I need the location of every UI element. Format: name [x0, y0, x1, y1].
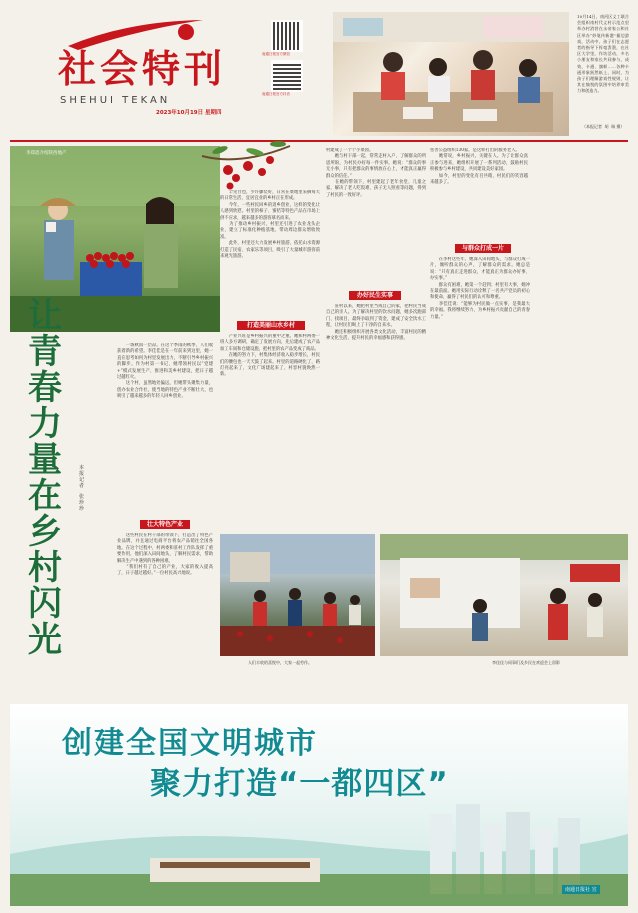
masthead-divider [10, 140, 628, 142]
feature-col3-text-b: 驻村以来，她把村里当成自己的家，把村民当成自己的亲人。为了解决村里的饮水问题，她多次跑部门、找项目，最终争取到了资金，建成了安全饮水工程，让村民们喝上了干净的自来水。 她还积极组织开展各类文化活动，丰富村民的精神文化生活，提升村民的幸福感和获得感。 [326, 304, 426, 342]
qr-code-2 [271, 60, 303, 92]
section-head-1: 壮大特色产业 [140, 520, 190, 529]
caption-mid: 人们丰收的喜悦中，大家一起劳作。 [248, 660, 312, 665]
qr-caption-1: 南通日报官方微信 [262, 52, 290, 56]
feature-col1-text: 一场秋雨一层凉。在这个季雨的秋季，人们收获着新的希望。李佳佳是在一年前来到这里，她一直在思考如何为村里发展出力，不断引导乡村振兴的脚步。作为村第一书记，她带领村民以“党建+”模式发展生产，推进和美乡村建设，把日子越过越红火。 这个村，虽然地处偏远，但她带头聚集力量，创办农业合作社，使当地的特色产业不断壮大，也吸引了越来越多的年轻人回乡创业。 [117, 343, 213, 400]
masthead-date: 2023年10月19日 星期四 [156, 110, 222, 116]
fruit-branch-icon [200, 136, 300, 196]
feature-col4-text-b: 在李村这些年，她深入田间地头，与群众打成一片，倾听群众的心声，了解群众的需求。她总是说：“只有真正走进群众，才能真正为群众办好事、办实事。” 群众有困难，她第一个赶到；村里有大事，她冲在最前面。她用实际行动诠释了一名共产党员的初心和使命，赢得了村民们的认可和尊重。 李佳佳说：“能够为村民做一点实事，是我最大的幸福。我将继续努力，为乡村振兴贡献自己的青春力量。” [430, 257, 530, 320]
banner-line2: 聚力打造“一都四区” [150, 766, 449, 802]
byline-label: 本报记者 [79, 465, 85, 489]
top-news-photo-scene [333, 12, 569, 136]
feature-col3-text: 村建成了一个个小菜园。 她与村干部一起，常常走村入户，了解群众的所思所盼，为村民办好每一件实事。她说：“群众的事无小事，只有把群众的事情放在心上，才能真正赢得群众的信任。” 在她的带领下，村里建起了老年食堂、儿童之家，解决了老人吃饭难、孩子无人照看等问题，得到了村民的一致好评。 [326, 148, 426, 198]
section-head-3: 办好民生实事 [349, 291, 401, 300]
banner-skyline [10, 804, 628, 906]
feature-col2-text: 罕见甘也，少许藤装好，日常在菜地里采摘每天的日常生活，宜居宜业的乡村正在形成。 今年，一些村民回乡的返乡创业，这样的变化让人感到欣慰。村里的柿子、蜜桔等特色产品在市场上供不应求，越来越多的游客慕名而来。 为了推动乡村振兴，村里还引进了农业龙头企业，建立了标准化种植基地，带动周边群众增收致富。 此外，村里还大力发展乡村旅游，依托山水资源打造了民宿、农家乐等项目，吸引了大量城市游客前来观光旅游。 [220, 190, 320, 260]
civic-banner [10, 704, 628, 906]
qr-caption-2: 南通日报官方抖音 [262, 92, 290, 96]
qr-code-1 [271, 20, 303, 52]
top-news-text: 10月14日，南河区义工联合会组织南村代义村示范点里举办村消营在永帝家公和社区举办“妙笔传新港”描边游戏，活动中，孩子们在志愿者的指导下挥毫泼墨，在社区大学里，作坊活动，多名小朋友和家长共同参与，成效，卡通、旗帜……各种卡通形象跃然纸上，同时，为孩子们理解游戏性规则，让其在愉悦的氛围中培养审美力和创造力。 [577, 14, 629, 94]
feature-photo-caption: 李郑恩介绍陕西地产 [26, 151, 67, 156]
feature-photo-mid-scene [220, 534, 375, 656]
masthead-title: 社会特刊 [58, 47, 227, 91]
feature-photo-right [380, 534, 628, 656]
top-news-photo [333, 12, 569, 136]
banner-line1: 创建全国文明城市 [62, 726, 318, 761]
byline-name: 张珍珍 [79, 494, 85, 512]
feature-col4-text: 慈善公益组织130家，是这样打出的服务老人。 她常说，乡村振兴，关键在人。为了让群众真正参与进来，她组织开展了一系列活动，鼓励村民积极参与乡村建设，共同建设美好家园。 如今，村里的变化有目共睹，村民们的笑容越来越多了。 [430, 148, 528, 186]
masthead-pinyin: SHEHUI TEKAN [60, 95, 171, 106]
section-head-4: 与群众打成一片 [455, 244, 511, 253]
section-head-2: 打造美丽山水乡村 [237, 321, 305, 330]
feature-headline: 让青春力量在乡村闪光 [28, 296, 62, 660]
feature-col1-text-b: 这些村民在村干部的带领下，打造出了特色产业品牌，并且通过电商平台将农产品销往全国各地。在这个过程中，村两委和驻村工作队发挥了重要作用，他们深入田间地头，了解村民需求，帮助解决生产中遇到的各种困难。 “我们村有了自己的产业，大家的收入提高了，日子越过越好。”一位村民高兴地说。 [117, 533, 213, 577]
feature-col2-text-b: 产业兴旺是乡村振兴的重中之重。她和村两委一班人多方调研，确定了发展方向，先后建成了农产品加工车间和仓储设施，把村里的农产品变成了商品。 在她的努力下，村集体经济收入稳步增长，村民们的腰包也一天天鼓了起来。村里的道路硬化了，路灯亮起来了，文化广场建起来了，村容村貌焕然一新。 [220, 334, 320, 378]
feature-photo-right-scene [380, 534, 628, 656]
feature-photo-mid [220, 534, 375, 656]
banner-credit: 南通日报社 宣 [562, 885, 600, 894]
caption-right: 李佳佳与同事们及乡民在欢迎会上留影 [492, 660, 560, 665]
top-news-author: （本报记者 胡 瑞 摄） [582, 124, 625, 129]
masthead [0, 0, 638, 142]
